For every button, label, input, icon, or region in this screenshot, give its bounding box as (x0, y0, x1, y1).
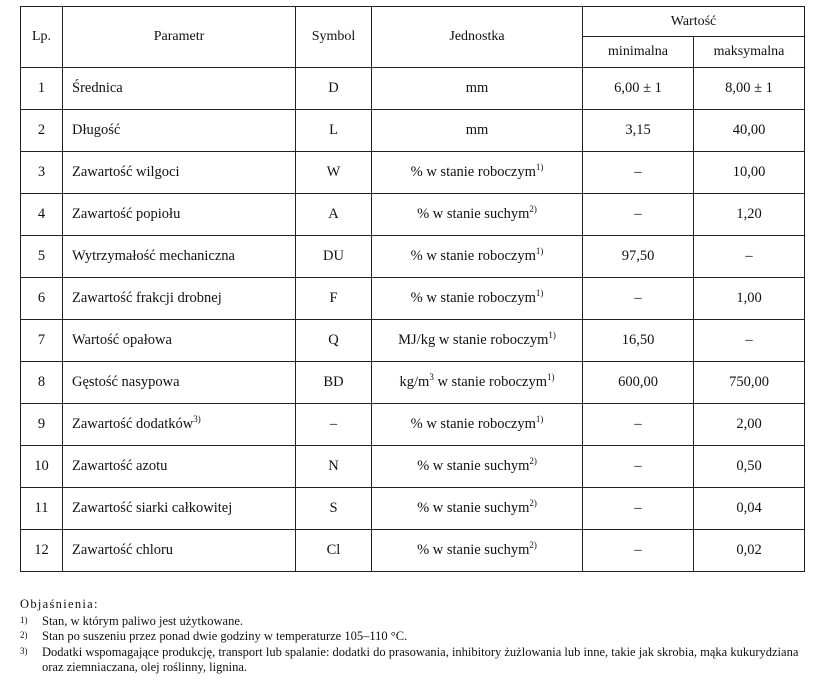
cell-lp: 11 (21, 488, 63, 530)
cell-unit: % w stanie roboczym$^{1)}$ (372, 236, 583, 278)
cell-symbol: BD (296, 362, 372, 404)
table-row (21, 404, 805, 446)
cell-lp: 8 (21, 362, 63, 404)
header-parametr: Parametr (63, 7, 296, 68)
header-lp: Lp. (21, 7, 63, 68)
header-minimalna: minimalna (583, 37, 694, 68)
cell-param: Gęstość nasypowa (63, 362, 296, 404)
note-marker: 2) (20, 630, 28, 640)
cell-lp: 7 (21, 320, 63, 362)
cell-max: 1,20 (694, 194, 805, 236)
cell-unit: mm (372, 110, 583, 152)
cell-symbol: Cl (296, 530, 372, 572)
table-row (21, 488, 805, 530)
cell-param: Zawartość chloru (63, 530, 296, 572)
cell-unit: $kg/m^3$ w stanie roboczym$^{1)}$ (372, 362, 583, 404)
note-item (20, 645, 810, 676)
cell-min: – (583, 152, 694, 194)
cell-symbol: Q (296, 320, 372, 362)
header-jednostka: Jednostka (372, 7, 583, 68)
header-row (21, 7, 805, 37)
cell-symbol: D (296, 68, 372, 110)
cell-param: Wytrzymałość mechaniczna (63, 236, 296, 278)
cell-param: Zawartość frakcji drobnej (63, 278, 296, 320)
note-text: Stan po suszeniu przez ponad dwie godziny w temperaturze 105–110 °C. (42, 629, 408, 643)
cell-unit: % w stanie roboczym$^{1)}$ (372, 278, 583, 320)
cell-lp: 12 (21, 530, 63, 572)
cell-max: 10,00 (694, 152, 805, 194)
cell-param: Zawartość wilgoci (63, 152, 296, 194)
cell-symbol: W (296, 152, 372, 194)
cell-lp: 4 (21, 194, 63, 236)
note-marker: 1) (20, 614, 28, 625)
cell-symbol: – (296, 404, 372, 446)
cell-lp: 6 (21, 278, 63, 320)
cell-param: Średnica (63, 68, 296, 110)
cell-max: 0,50 (694, 446, 805, 488)
cell-lp: 9 (21, 404, 63, 446)
cell-min: – (583, 278, 694, 320)
cell-min: 6,00 ± 1 (583, 68, 694, 110)
cell-symbol: N (296, 446, 372, 488)
cell-param: Długość (63, 110, 296, 152)
cell-unit: MJ/kg w stanie roboczym$^{1)}$ (372, 320, 583, 362)
cell-symbol: DU (296, 236, 372, 278)
note-item (20, 629, 810, 645)
table-row (21, 446, 805, 488)
cell-min: – (583, 404, 694, 446)
note-marker: 3) (20, 645, 28, 656)
table-row (21, 530, 805, 572)
cell-unit: % w stanie suchym$^{2)}$ (372, 530, 583, 572)
cell-min: 97,50 (583, 236, 694, 278)
cell-param: Wartość opałowa (63, 320, 296, 362)
specification-table (20, 6, 805, 572)
cell-min: – (583, 488, 694, 530)
cell-unit: % w stanie suchym$^{2)}$ (372, 446, 583, 488)
cell-param: Zawartość siarki całkowitej (63, 488, 296, 530)
cell-param: Zawartość dodatków$^{3)}$ (63, 404, 296, 446)
notes-section (20, 597, 810, 676)
note-text: Dodatki wspomagające produkcję, transport lub spalanie: dodatki do prasowania, inhibitory żużlowania lub inne, takie jak skrobia, mąka kukurydziana oraz ziemniaczana, olej roślinny, lignina. (42, 644, 799, 674)
cell-min: – (583, 446, 694, 488)
cell-symbol: F (296, 278, 372, 320)
cell-max: 0,02 (694, 530, 805, 572)
cell-max: 0,04 (694, 488, 805, 530)
cell-max: – (694, 320, 805, 362)
cell-unit: % w stanie suchym$^{2)}$ (372, 194, 583, 236)
cell-lp: 10 (21, 446, 63, 488)
cell-param: Zawartość azotu (63, 446, 296, 488)
cell-unit: mm (372, 68, 583, 110)
table-row (21, 110, 805, 152)
cell-min: – (583, 194, 694, 236)
table-row (21, 68, 805, 110)
cell-max: 8,00 ± 1 (694, 68, 805, 110)
header-symbol: Symbol (296, 7, 372, 68)
notes-title: Objaśnienia: (20, 597, 99, 611)
note-item (20, 614, 810, 630)
cell-symbol: A (296, 194, 372, 236)
table-row (21, 236, 805, 278)
cell-lp: 5 (21, 236, 63, 278)
cell-lp: 3 (21, 152, 63, 194)
cell-min: – (583, 530, 694, 572)
table-row (21, 278, 805, 320)
table-body (21, 68, 805, 572)
cell-max: – (694, 236, 805, 278)
cell-lp: 1 (21, 68, 63, 110)
cell-param: Zawartość popiołu (63, 194, 296, 236)
cell-max: 40,00 (694, 110, 805, 152)
cell-unit: % w stanie roboczym$^{1)}$ (372, 152, 583, 194)
header-maksymalna: maksymalna (694, 37, 805, 68)
table-row (21, 320, 805, 362)
note-text: Stan, w którym paliwo jest użytkowane. (42, 613, 244, 628)
cell-symbol: L (296, 110, 372, 152)
cell-min: 3,15 (583, 110, 694, 152)
cell-min: 600,00 (583, 362, 694, 404)
table-row (21, 194, 805, 236)
cell-lp: 2 (21, 110, 63, 152)
cell-max: 2,00 (694, 404, 805, 446)
cell-max: 1,00 (694, 278, 805, 320)
table-row (21, 152, 805, 194)
cell-symbol: S (296, 488, 372, 530)
cell-min: 16,50 (583, 320, 694, 362)
cell-unit: % w stanie roboczym$^{1)}$ (372, 404, 583, 446)
cell-max: 750,00 (694, 362, 805, 404)
table-row (21, 362, 805, 404)
header-wartosc: Wartość (583, 7, 805, 37)
cell-unit: % w stanie suchym$^{2)}$ (372, 488, 583, 530)
